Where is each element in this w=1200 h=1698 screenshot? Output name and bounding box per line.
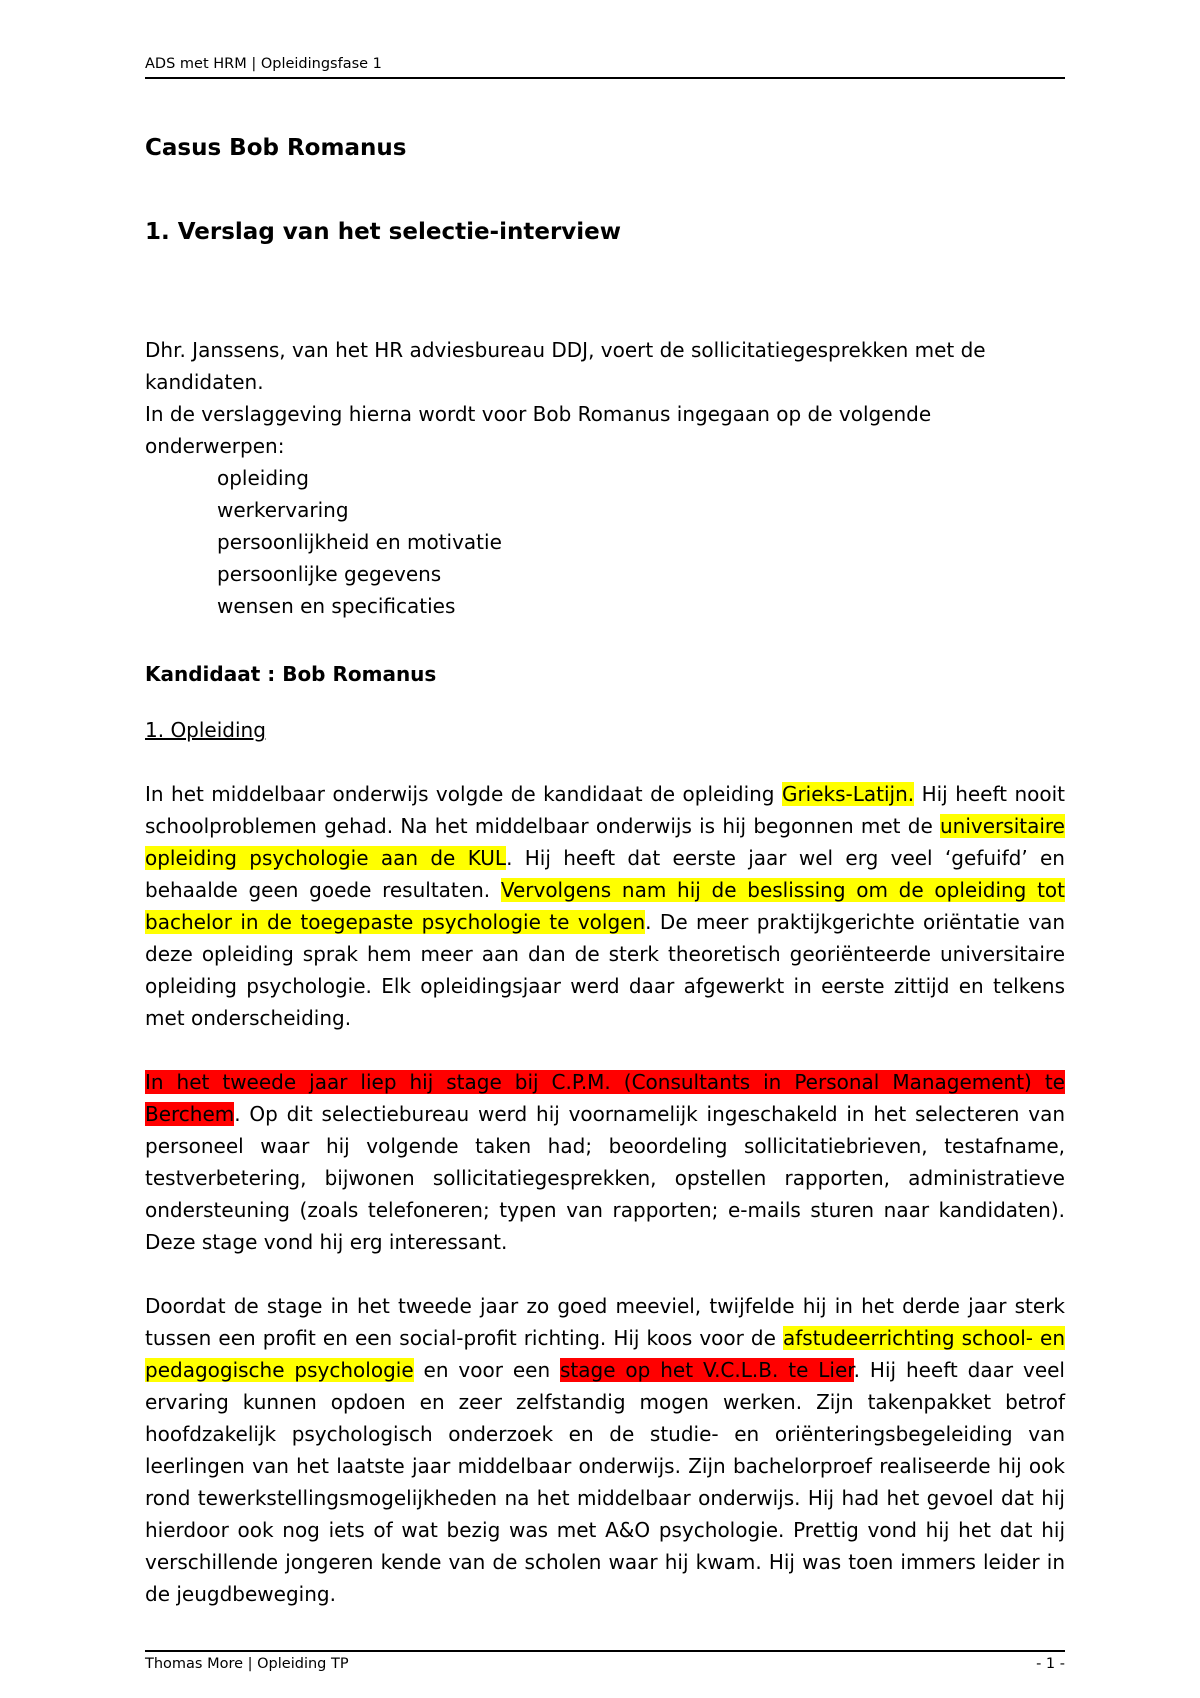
topic-item: opleiding [217,466,309,490]
highlight-yellow: universitaire opleiding psychologie aan de KUL [145,814,1065,870]
text-run: Doordat de stage in het tweede jaar zo goed meeviel, twijfelde hij in het derde jaar sterk tussen een profit en een social-profit richting. Hij koos voor de [145,1294,1065,1350]
text-run: . De meer praktijkgerichte oriëntatie van deze opleiding sprak hem meer aan dan de sterk theoretisch georiënteerde universitaire opleiding psychologie. Elk opleidingsjaar werd daar afgewerkt in eerste zittijd en telkens met onderscheiding. [145,910,1065,1030]
text-run: . Op dit selectiebureau werd hij voornamelijk ingeschakeld in het selecteren van personeel waar hij volgende taken had; beoordeling sollicitatiebrieven, testafname, testverbetering, bijwonen sollicitatiegesprekken, opstellen rapporten, administratieve ondersteuning (zoals telefoneren; typen van rapporten; e-mails sturen naar kandidaten). Deze stage vond hij erg interessant. [145,1102,1065,1254]
text-run: Hij heeft nooit schoolproblemen gehad. Na het middelbaar onderwijs is hij begonnen met de [145,782,1066,838]
text-run: In het middelbaar onderwijs volgde de kandidaat de opleiding [145,782,782,806]
intro-paragraph-1: Dhr. Janssens, van het HR adviesbureau DDJ, voert de sollicitatiegesprekken met de kandidaten. [145,338,986,394]
section-heading-opleiding: 1. Opleiding [145,718,266,742]
text-run: . Hij heeft daar veel ervaring kunnen opdoen en zeer zelfstandig mogen werken. Zijn takenpakket betrof hoofdzakelijk psychologisch onderzoek en de studie- en oriënteringsbegeleiding van leerlingen van het laatste jaar middelbaar onderwijs. Zijn bachelorproef realiseerde hij ook rond tewerkstellingsmogelijkheden na het middelbaar onderwijs. Hij had het gevoel dat hij hierdoor ook nog iets of wat bezig was met A&O psychologie. Prettig vond hij het dat hij verschillende jongeren kende van de scholen waar hij kwam. Hij was toen immers leider in de jeugdbeweging. [145,1358,1065,1606]
document-title: Casus Bob Romanus [145,135,407,161]
intro-paragraph-2: In de verslaggeving hierna wordt voor Bob Romanus ingegaan op de volgende onderwerpen: [145,402,932,458]
paragraph-internship-vclb [145,1290,1065,1610]
page-header: ADS met HRM | Opleidingsfase 1 [145,56,382,72]
paragraph-education [145,778,1065,1034]
text-run: . Hij heeft dat eerste jaar wel erg veel ‘gefuifd’ en behaalde geen goede resultaten. [145,846,1065,902]
highlight-red: stage op het V.C.L.B. te Lier [560,1358,854,1382]
candidate-heading: Kandidaat : Bob Romanus [145,662,437,686]
topic-item: werkervaring [217,498,349,522]
topic-list [145,462,1065,622]
topic-item: persoonlijke gegevens [217,562,442,586]
footer-left: Thomas More | Opleiding TP [145,1656,349,1672]
highlight-yellow: afstudeerrichting school- en pedagogische psychologie [145,1326,1065,1382]
page-footer [145,1656,1065,1672]
document-subtitle: 1. Verslag van het selectie-interview [145,219,622,245]
header-divider [145,77,1065,79]
page-number: - 1 - [1036,1656,1065,1672]
text-run: en voor een [413,1358,561,1382]
highlight-yellow: Grieks-Latijn. [781,782,915,806]
topic-item: persoonlijkheid en motivatie [217,530,502,554]
page-content [145,132,1065,1610]
highlight-red: In het tweede jaar liep hij stage bij C.P.M. (Consultants in Personal Management) te Berchem [145,1070,1065,1126]
topic-item: wensen en specificaties [217,594,456,618]
paragraph-internship-cpm [145,1066,1065,1258]
highlight-yellow: Vervolgens nam hij de beslissing om de opleiding tot bachelor in de toegepaste psychologie te volgen [145,878,1065,934]
footer-divider [145,1650,1065,1652]
